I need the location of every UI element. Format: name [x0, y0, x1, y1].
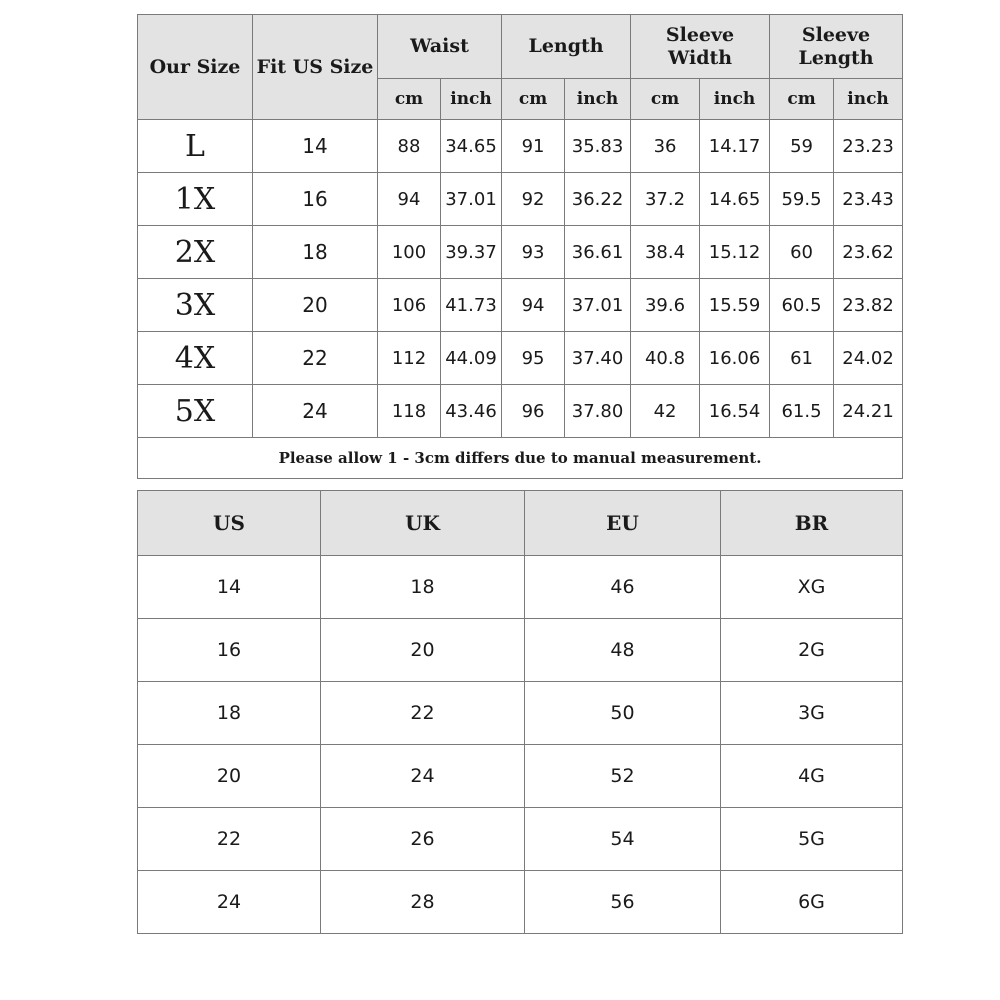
sleeve-width-inch-cell: 16.06	[700, 332, 770, 385]
sleeve-length-cm-cell: 59	[770, 120, 834, 173]
header-waist: Waist	[378, 15, 502, 79]
size-row	[138, 120, 903, 173]
unit-header: inch	[700, 79, 770, 120]
conversion-row	[138, 556, 903, 619]
conversion-row	[138, 808, 903, 871]
us-cell: 20	[138, 745, 321, 808]
sleeve-length-inch-cell: 23.23	[834, 120, 903, 173]
conversion-row	[138, 871, 903, 934]
length-cm-cell: 96	[502, 385, 565, 438]
sleeve-length-cm-cell: 60	[770, 226, 834, 279]
uk-cell: 24	[321, 745, 525, 808]
size-header-row	[138, 15, 903, 79]
sleeve-length-inch-cell: 23.62	[834, 226, 903, 279]
size-conversion-table	[137, 490, 903, 934]
waist-inch-cell: 37.01	[441, 173, 502, 226]
header-sleeve-length: Sleeve Length	[770, 15, 903, 79]
length-cm-cell: 95	[502, 332, 565, 385]
waist-cm-cell: 118	[378, 385, 441, 438]
conversion-row	[138, 682, 903, 745]
sleeve-length-inch-cell: 23.82	[834, 279, 903, 332]
sleeve-length-cm-cell: 59.5	[770, 173, 834, 226]
unit-header: inch	[565, 79, 631, 120]
uk-cell: 26	[321, 808, 525, 871]
unit-header: inch	[441, 79, 502, 120]
waist-cm-cell: 88	[378, 120, 441, 173]
fit-us-size-cell: 22	[253, 332, 378, 385]
waist-inch-cell: 34.65	[441, 120, 502, 173]
header-eu: EU	[525, 491, 721, 556]
length-cm-cell: 93	[502, 226, 565, 279]
sleeve-length-cm-cell: 61.5	[770, 385, 834, 438]
header-length: Length	[502, 15, 631, 79]
our-size-cell: 4X	[138, 332, 253, 385]
length-inch-cell: 37.40	[565, 332, 631, 385]
eu-cell: 46	[525, 556, 721, 619]
waist-cm-cell: 94	[378, 173, 441, 226]
sleeve-width-cm-cell: 38.4	[631, 226, 700, 279]
length-cm-cell: 91	[502, 120, 565, 173]
sleeve-length-inch-cell: 24.21	[834, 385, 903, 438]
sleeve-width-cm-cell: 39.6	[631, 279, 700, 332]
br-cell: 3G	[721, 682, 903, 745]
sleeve-width-inch-cell: 15.12	[700, 226, 770, 279]
header-uk: UK	[321, 491, 525, 556]
sleeve-width-cm-cell: 36	[631, 120, 700, 173]
eu-cell: 52	[525, 745, 721, 808]
length-cm-cell: 94	[502, 279, 565, 332]
us-cell: 14	[138, 556, 321, 619]
length-inch-cell: 37.80	[565, 385, 631, 438]
conversion-header-row	[138, 491, 903, 556]
uk-cell: 20	[321, 619, 525, 682]
waist-inch-cell: 41.73	[441, 279, 502, 332]
eu-cell: 50	[525, 682, 721, 745]
waist-inch-cell: 39.37	[441, 226, 502, 279]
size-row	[138, 173, 903, 226]
measurement-note: Please allow 1 - 3cm differs due to manual measurement.	[138, 438, 903, 479]
waist-cm-cell: 106	[378, 279, 441, 332]
size-row	[138, 226, 903, 279]
header-us: US	[138, 491, 321, 556]
uk-cell: 28	[321, 871, 525, 934]
uk-cell: 22	[321, 682, 525, 745]
waist-inch-cell: 44.09	[441, 332, 502, 385]
fit-us-size-cell: 20	[253, 279, 378, 332]
unit-header: cm	[378, 79, 441, 120]
uk-cell: 18	[321, 556, 525, 619]
br-cell: 5G	[721, 808, 903, 871]
fit-us-size-cell: 24	[253, 385, 378, 438]
header-fit-us-size: Fit US Size	[253, 15, 378, 120]
our-size-cell: 2X	[138, 226, 253, 279]
our-size-cell: 5X	[138, 385, 253, 438]
length-inch-cell: 37.01	[565, 279, 631, 332]
fit-us-size-cell: 18	[253, 226, 378, 279]
our-size-cell: L	[138, 120, 253, 173]
length-inch-cell: 35.83	[565, 120, 631, 173]
us-cell: 18	[138, 682, 321, 745]
header-br: BR	[721, 491, 903, 556]
br-cell: 4G	[721, 745, 903, 808]
us-cell: 16	[138, 619, 321, 682]
sleeve-length-inch-cell: 23.43	[834, 173, 903, 226]
sleeve-width-cm-cell: 40.8	[631, 332, 700, 385]
sleeve-width-inch-cell: 15.59	[700, 279, 770, 332]
unit-header: inch	[834, 79, 903, 120]
size-row	[138, 279, 903, 332]
length-cm-cell: 92	[502, 173, 565, 226]
conversion-row	[138, 745, 903, 808]
eu-cell: 56	[525, 871, 721, 934]
length-inch-cell: 36.61	[565, 226, 631, 279]
sleeve-length-cm-cell: 61	[770, 332, 834, 385]
sleeve-length-inch-cell: 24.02	[834, 332, 903, 385]
fit-us-size-cell: 14	[253, 120, 378, 173]
sleeve-length-cm-cell: 60.5	[770, 279, 834, 332]
waist-cm-cell: 100	[378, 226, 441, 279]
br-cell: 6G	[721, 871, 903, 934]
our-size-cell: 3X	[138, 279, 253, 332]
us-cell: 22	[138, 808, 321, 871]
header-sleeve-width: Sleeve Width	[631, 15, 770, 79]
unit-header: cm	[502, 79, 565, 120]
size-chart-table	[137, 14, 903, 479]
unit-header: cm	[631, 79, 700, 120]
conversion-row	[138, 619, 903, 682]
waist-cm-cell: 112	[378, 332, 441, 385]
our-size-cell: 1X	[138, 173, 253, 226]
br-cell: XG	[721, 556, 903, 619]
header-our-size: Our Size	[138, 15, 253, 120]
sleeve-width-cm-cell: 37.2	[631, 173, 700, 226]
note-row	[138, 438, 903, 479]
unit-header: cm	[770, 79, 834, 120]
us-cell: 24	[138, 871, 321, 934]
sleeve-width-cm-cell: 42	[631, 385, 700, 438]
eu-cell: 54	[525, 808, 721, 871]
sleeve-width-inch-cell: 14.17	[700, 120, 770, 173]
eu-cell: 48	[525, 619, 721, 682]
sleeve-width-inch-cell: 16.54	[700, 385, 770, 438]
br-cell: 2G	[721, 619, 903, 682]
waist-inch-cell: 43.46	[441, 385, 502, 438]
size-row	[138, 385, 903, 438]
sleeve-width-inch-cell: 14.65	[700, 173, 770, 226]
size-row	[138, 332, 903, 385]
length-inch-cell: 36.22	[565, 173, 631, 226]
fit-us-size-cell: 16	[253, 173, 378, 226]
